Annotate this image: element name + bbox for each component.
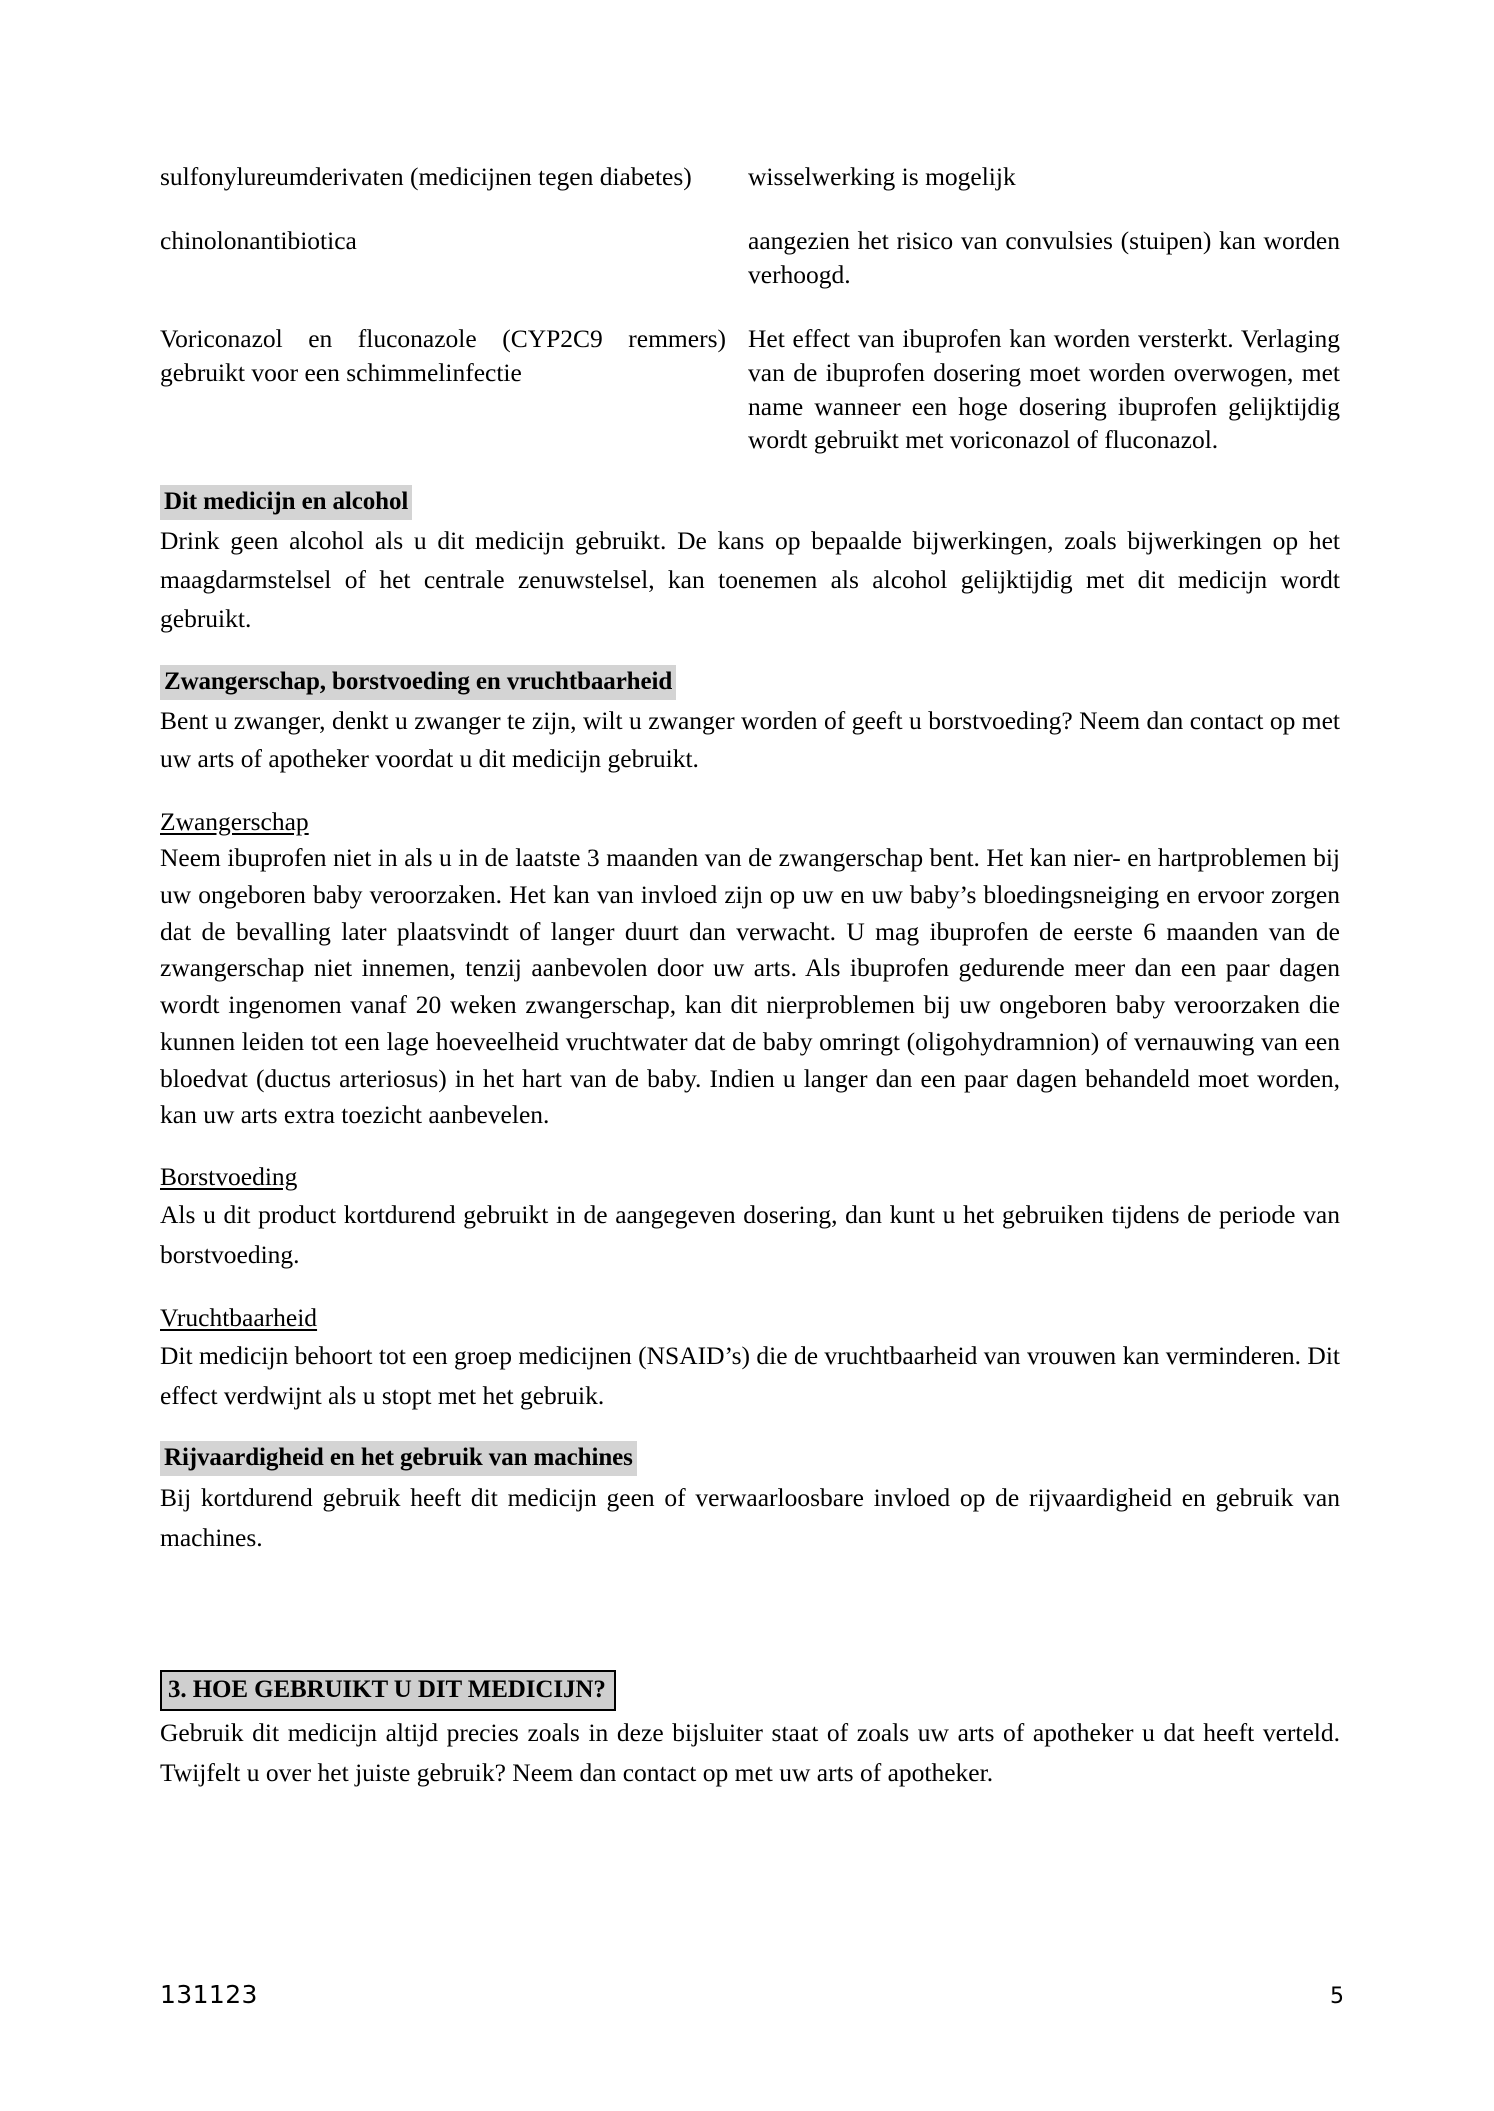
subsection-vruchtbaarheid bbox=[160, 1301, 1340, 1416]
section-body-pregnancy-intro: Bent u zwanger, denkt u zwanger te zijn, wilt u zwanger worden of geeft u borstvoeding? Neem dan contact op met uw arts of apotheker voordat u dit medicijn gebruikt. bbox=[160, 705, 1340, 774]
sub-body-vruchtbaarheid: Dit medicijn behoort tot een groep medicijnen (NSAID’s) die de vruchtbaarheid van vrouwen kan verminderen. Dit effect verdwijnt als u stopt met het gebruik. bbox=[160, 1340, 1340, 1410]
subsection-zwangerschap bbox=[160, 805, 1340, 1134]
subsection-borstvoeding bbox=[160, 1160, 1340, 1275]
section-heading-usage: 3. HOE GEBRUIKT U DIT MEDICIJN? bbox=[160, 1670, 616, 1711]
section-pregnancy bbox=[160, 665, 1340, 780]
section-heading-driving: Rijvaardigheid en het gebruik van machines bbox=[160, 1441, 637, 1476]
interaction-substance: sulfonylureumderivaten (medicijnen tegen diabetes) bbox=[160, 162, 692, 191]
interaction-substance: Voriconazol en fluconazole (CYP2C9 remmers) gebruikt voor een schimmelinfectie bbox=[160, 323, 726, 387]
section-spacer bbox=[160, 1592, 1340, 1670]
table-row bbox=[160, 224, 1340, 322]
section-body-usage: Gebruik dit medicijn altijd precies zoals in deze bijsluiter staat of zoals uw arts of apotheker u dat heeft verteld. Twijfelt u over het juiste gebruik? Neem dan contact op met uw arts of apotheker. bbox=[160, 1717, 1340, 1787]
sub-heading-vruchtbaarheid: Vruchtbaarheid bbox=[160, 1302, 318, 1332]
interaction-effect: wisselwerking is mogelijk bbox=[748, 162, 1016, 191]
section-body-driving: Bij kortdurend gebruik heeft dit medicijn geen of verwaarloosbare invloed op de rijvaardigheid en gebruik van machines. bbox=[160, 1483, 1340, 1553]
page-content bbox=[160, 160, 1340, 1818]
sub-heading-zwangerschap: Zwangerschap bbox=[160, 807, 309, 837]
footer-document-code: 131123 bbox=[160, 1980, 258, 2009]
section-driving bbox=[160, 1441, 1340, 1558]
page-footer bbox=[160, 1980, 1344, 2009]
sub-body-zwangerschap: Neem ibuprofen niet in als u in de laatste 3 maanden van de zwangerschap bent. Het kan nier- en hartproblemen bij uw ongeboren baby veroorzaken. Het kan van invloed zijn op uw en uw baby’s bloedingsneiging en ervoor zorgen dat de bevalling later plaatsvindt of langer duurt dan verwacht. U mag ibuprofen de eerste 6 maanden van de zwangerschap niet innemen, tenzij aanbevolen door uw arts. Als ibuprofen gedurende meer dan een paar dagen wordt ingenomen vanaf 20 weken zwangerschap, kan dit nierproblemen bij uw ongeboren baby veroorzaken die kunnen leiden tot een lage hoeveelheid vruchtwater dat de baby omringt (oligohydramnion) of vernauwing van een bloedvat (ductus arteriosus) in het hart van de baby. Indien u langer dan een paar dagen behandeld moet worden, kan uw arts extra toezicht aanbevelen. bbox=[160, 843, 1340, 1130]
table-row bbox=[160, 160, 1340, 224]
sub-body-borstvoeding: Als u dit product kortdurend gebruikt in de aangegeven dosering, dan kunt u het gebruiken tijdens de periode van borstvoeding. bbox=[160, 1200, 1340, 1269]
interaction-substance: chinolonantibiotica bbox=[160, 225, 357, 255]
interaction-effect: Het effect van ibuprofen kan worden versterkt. Verlaging van de ibuprofen dosering moet worden overwogen, met name wanneer een hoge dosering ibuprofen gelijktijdig wordt gebruikt met voriconazol of fluconazol. bbox=[748, 323, 1340, 455]
section-body-alcohol: Drink geen alcohol als u dit medicijn gebruikt. De kans op bepaalde bijwerkingen, zoals bijwerkingen op het maagdarmstelsel of het centrale zenuwstelsel, kan toenemen als alcohol gelijktijdig met dit medicijn wordt gebruikt. bbox=[160, 526, 1340, 633]
sub-heading-borstvoeding: Borstvoeding bbox=[160, 1161, 298, 1191]
footer-page-number: 5 bbox=[1330, 1984, 1344, 2009]
drug-interaction-table bbox=[160, 160, 1340, 467]
section-heading-alcohol: Dit medicijn en alcohol bbox=[160, 485, 412, 520]
section-usage bbox=[160, 1670, 1340, 1793]
interaction-effect: aangezien het risico van convulsies (stuipen) kan worden verhoogd. bbox=[748, 225, 1340, 289]
section-heading-pregnancy: Zwangerschap, borstvoeding en vruchtbaarheid bbox=[160, 665, 676, 700]
table-row bbox=[160, 322, 1340, 468]
section-alcohol bbox=[160, 485, 1340, 638]
